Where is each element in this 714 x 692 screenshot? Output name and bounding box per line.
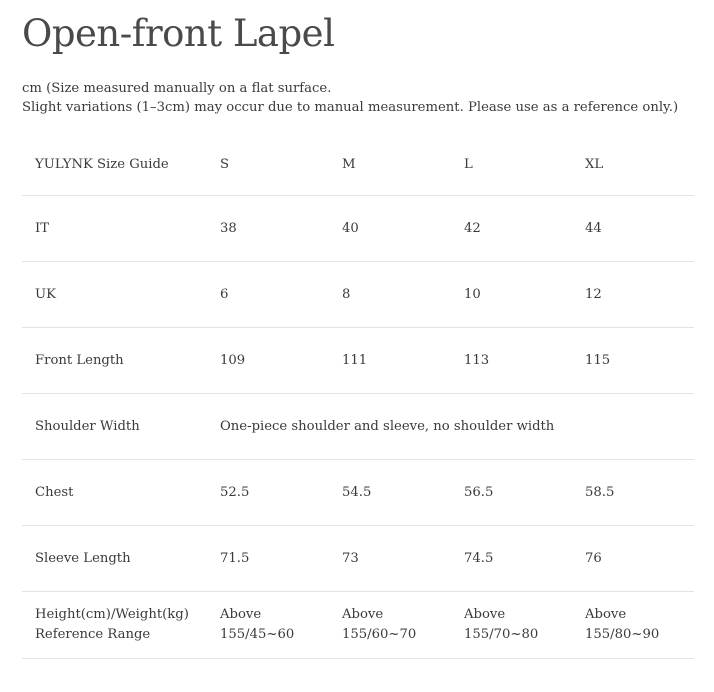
table-cell: 111	[342, 352, 368, 368]
table-row-uk	[22, 262, 694, 328]
row-label: Sleeve Length	[35, 550, 131, 566]
table-cell: 56.5	[464, 484, 494, 500]
table-cell: 74.5	[464, 550, 494, 566]
header-cell-xl: XL	[585, 156, 604, 172]
table-row-sleeve-length	[22, 526, 694, 592]
table-cell: 76	[585, 550, 602, 566]
row-label: Height(cm)/Weight(kg) Reference Range	[35, 607, 189, 642]
table-cell: 8	[342, 286, 351, 302]
table-cell: 52.5	[220, 484, 250, 500]
table-row-reference-range	[22, 592, 694, 659]
page-title: Open-front Lapel	[22, 12, 335, 55]
table-cell: 113	[464, 352, 490, 368]
table-cell: 58.5	[585, 484, 615, 500]
header-cell-l: L	[464, 156, 473, 172]
header-cell-guide: YULYNK Size Guide	[35, 156, 169, 172]
row-label: Shoulder Width	[35, 418, 140, 434]
table-cell-span: One-piece shoulder and sleeve, no shoulder width	[220, 418, 555, 434]
table-header-row	[22, 130, 694, 196]
table-cell: 73	[342, 550, 359, 566]
table-row-shoulder-width	[22, 394, 694, 460]
measurement-note	[22, 79, 678, 117]
table-cell: 115	[585, 352, 611, 368]
table-row-front-length	[22, 328, 694, 394]
header-cell-m: M	[342, 156, 356, 172]
table-cell: Above 155/45~60	[220, 607, 295, 642]
note-line-2: Slight variations (1–3cm) may occur due to manual measurement. Please use as a reference only.)	[22, 100, 679, 115]
row-label: UK	[35, 286, 56, 302]
table-cell: 40	[342, 220, 359, 236]
table-cell: 6	[220, 286, 229, 302]
table-cell: 10	[464, 286, 481, 302]
row-label: Front Length	[35, 352, 124, 368]
size-guide-table	[22, 130, 694, 659]
table-cell: 42	[464, 220, 481, 236]
table-cell: 44	[585, 220, 602, 236]
table-cell: 12	[585, 286, 602, 302]
row-label: IT	[35, 220, 50, 236]
table-cell: Above 155/60~70	[342, 607, 417, 642]
table-cell: 38	[220, 220, 237, 236]
table-row-chest	[22, 460, 694, 526]
table-row-it	[22, 196, 694, 262]
row-label: Chest	[35, 484, 74, 500]
table-cell: 54.5	[342, 484, 372, 500]
header-cell-s: S	[220, 156, 230, 172]
table-cell: Above 155/70~80	[464, 607, 539, 642]
table-cell: 71.5	[220, 550, 250, 566]
table-cell: Above 155/80~90	[585, 607, 660, 642]
table-cell: 109	[220, 352, 246, 368]
note-line-1: cm (Size measured manually on a flat surface.	[22, 81, 332, 96]
